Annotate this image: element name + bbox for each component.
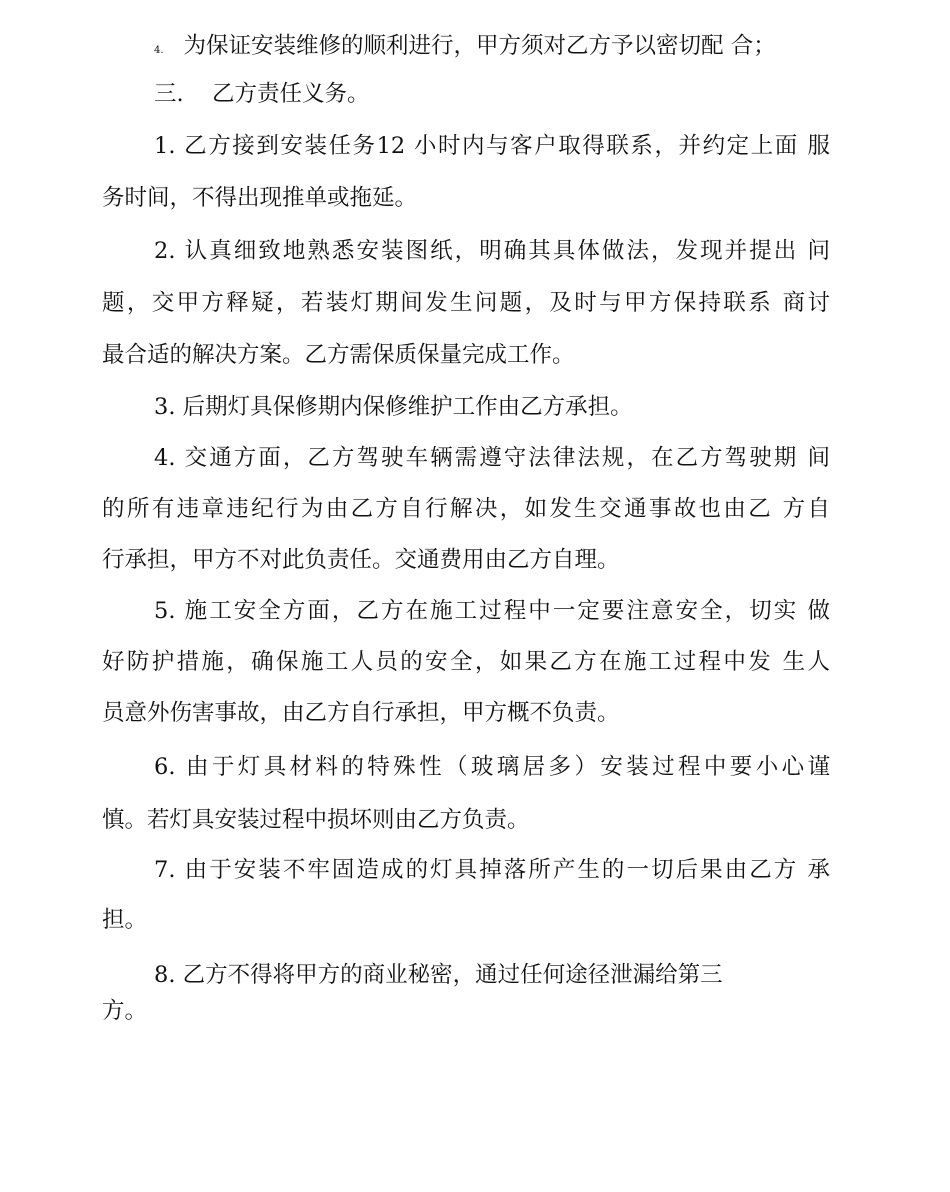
para-6-line-1: 6. 由于灯具材料的特殊性（玻璃居多）安装过程中要小心谨: [154, 754, 830, 780]
para-1-line-1: 1. 乙方接到安装任务12 小时内与客户取得联系，并约定上面 服: [154, 133, 830, 159]
para-5-line-3: 员意外伤害事故，由乙方自行承担，甲方概不负责。: [102, 700, 620, 726]
item-4-number: 4.: [154, 45, 164, 56]
para-8-line-2: 方。: [102, 998, 148, 1024]
para-4-line-2: 的所有违章违纪行为由乙方自行解决，如发生交通事故也由乙 方自: [102, 496, 830, 522]
para-6-line-2: 慎。若灯具安装过程中损坏则由乙方负责。: [102, 807, 530, 833]
para-7-line-2: 担。: [102, 907, 148, 933]
para-8-line-1: 8. 乙方不得将甲方的商业秘密，通过任何途径泄漏给第三: [154, 962, 723, 988]
para-5-line-1: 5. 施工安全方面，乙方在施工过程中一定要注意安全，切实 做: [154, 598, 830, 624]
para-2-line-2: 题，交甲方释疑，若装灯期间发生问题，及时与甲方保持联系 商讨: [102, 290, 830, 316]
para-2-line-3: 最合适的解决方案。乙方需保质保量完成工作。: [102, 342, 575, 368]
para-7-line-1: 7. 由于安装不牢固造成的灯具掉落所产生的一切后果由乙方 承: [154, 857, 830, 883]
section-3-number: 三.: [154, 81, 184, 107]
item-4: [154, 31, 830, 66]
item-4-text: 为保证安装维修的顺利进行，甲方须对乙方予以密切配 合；: [183, 33, 776, 59]
para-4-line-3: 行承担，甲方不对此负责任。交通费用由乙方自理。: [102, 547, 620, 573]
para-5-line-2: 好防护措施，确保施工人员的安全，如果乙方在施工过程中发 生人: [102, 649, 830, 675]
para-1-line-2: 务时间，不得出现推单或拖延。: [102, 185, 418, 211]
para-2-line-1: 2. 认真细致地熟悉安装图纸，明确其具体做法，发现并提出 问: [154, 238, 830, 264]
section-3-heading: [154, 79, 830, 109]
para-4-line-1: 4. 交通方面，乙方驾驶车辆需遵守法律法规，在乙方驾驶期 间: [154, 445, 830, 471]
para-3-line-1: 3. 后期灯具保修期内保修维护工作由乙方承担。: [154, 394, 633, 420]
section-3-title: 乙方责任义务。: [212, 81, 370, 107]
